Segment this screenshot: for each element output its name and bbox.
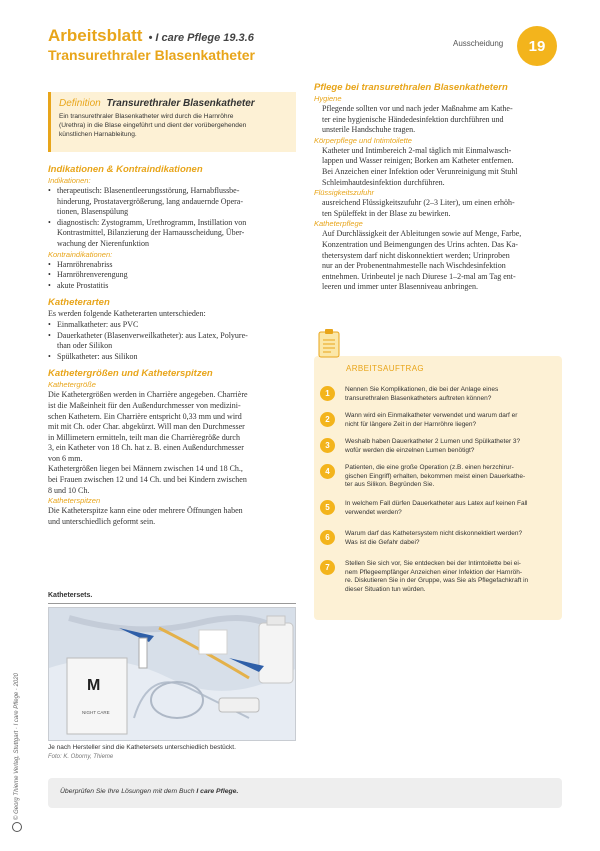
subheading-hygiene: Hygiene — [314, 94, 342, 103]
copyright-credit: © Georg Thieme Verlag, Stuttgart · I care Pflege · 2020 — [14, 673, 20, 820]
text-line: künstlichen Harnableitung. — [59, 131, 137, 138]
photo-illustration — [49, 608, 296, 741]
assignment-item — [320, 386, 556, 403]
package-label: NIGHT CARE — [82, 710, 110, 715]
number-badge: 7 — [320, 560, 335, 575]
section-heading-catheter-types: Katheterarten — [48, 297, 110, 309]
subheading-body-care: Körperpflege und Intimtoilette — [314, 135, 412, 145]
clipboard-icon — [317, 328, 341, 358]
number-badge: 1 — [320, 386, 335, 401]
number-badge: 4 — [320, 464, 335, 479]
paragraph-fluid-intake: ausreichend Flüssigkeitszufuhr (2–3 Liter), um einen erhöh- ten Spüleffekt in der Blase zu bewirken. — [322, 198, 515, 218]
catheter-types-intro: Es werden folgende Katheterarten unterschieden: — [48, 309, 206, 319]
worksheet-label: Arbeitsblatt — [48, 26, 143, 45]
catheter-types-list — [48, 320, 300, 362]
list-item: • therapeutisch: Blasenentleerungsstörung, Harnabflussbe- hinderung, Prostatavergrößerung, lang andauernde Opera- tionen, Blasenspülung — [48, 186, 300, 218]
indications-list — [48, 186, 300, 250]
contraindications-list — [48, 260, 300, 292]
section-heading-catheter-sizes: Kathetergrößen und Katheterspitzen — [48, 368, 213, 380]
page-number-badge: 19 — [517, 26, 557, 66]
number-badge: 5 — [320, 500, 335, 515]
footer-text: Überprüfen Sie Ihre Lösungen mit dem Buch — [60, 788, 195, 795]
figure-note: Je nach Hersteller sind die Kathetersets unterschiedlich bestückt. — [48, 744, 236, 751]
topic-label: Ausscheidung — [453, 39, 504, 48]
assignment-title: ARBEITSAUFTRAG — [346, 364, 425, 373]
definition-heading — [59, 98, 288, 109]
assignment-item — [320, 464, 556, 490]
list-item: • diagnostisch: Zystogramm, Urethrogramm, Instillation von Kontrastmittel, Bilanzierung der Harnausscheidung, Über- wachung der Nierenfunktion — [48, 218, 300, 250]
paragraph-catheter-care: Auf Durchlässigkeit der Ableitungen sowie auf Menge, Farbe, Konzentration und Beimengungen des Urins achten. Das Ka- thetersystem darf nicht diskonnektiert werden; Urinproben nur an der Probenentnahmestelle nach Wischdesinfektion entnehmen. Urinbeutel je nach Diurese 1–2-mal am Tag ent- leeren und immer unter Blasenniveau anbringen. — [322, 229, 522, 292]
section-heading-care: Pflege bei transurethralen Blasenkathetern — [314, 82, 508, 93]
assignment-item — [320, 438, 556, 455]
subheading-contraindications: Kontraindikationen: — [48, 249, 113, 259]
list-item: • Harnröhrenverengung — [48, 270, 300, 281]
paragraph-size-ranges: Kathetergrößen liegen bei Männern zwischen 14 und 18 Ch., bei Frauen zwischen 12 und 14 Ch. und bei Kindern zwischen 8 und 10 Ch. — [48, 464, 247, 495]
list-item: • Spülkatheter: aus Silikon — [48, 352, 300, 363]
footer-book-title: I care Pflege. — [196, 788, 239, 795]
subheading-catheter-size: Kathetergröße — [48, 380, 96, 390]
assignment-item — [320, 500, 556, 517]
assignment-text: Wann wird ein Einmalkatheter verwendet und warum darf er nicht für längere Zeit in der Harnröhre liegen? — [345, 412, 518, 428]
subheading-fluid-intake: Flüssigkeitszufuhr — [314, 188, 375, 198]
right-column — [314, 82, 564, 293]
assignment-item — [320, 412, 556, 429]
paragraph-hygiene: Pflegende sollten vor und nach jeder Maßnahme am Kathe- ter eine hygienische Händedesinfektion durchführen und unsterile Handschuhe tragen. — [322, 104, 513, 135]
number-badge: 6 — [320, 530, 335, 545]
package-letter: M — [87, 677, 101, 694]
number-badge: 3 — [320, 438, 335, 453]
list-item: • Harnröhrenabriss — [48, 260, 300, 271]
assignment-text: Nennen Sie Komplikationen, die bei der Anlage eines transurethralen Blasenkatheters auftreten können? — [345, 386, 499, 402]
assignment-item — [320, 560, 556, 594]
text-line: Ein transurethraler Blasenkatheter wird durch die Harnröhre — [59, 113, 234, 120]
definition-box — [48, 92, 296, 152]
text-line: (Urethra) in die Blase eingeführt und dient der vorübergehenden — [59, 122, 247, 129]
definition-text — [59, 112, 288, 139]
assignment-item — [320, 530, 556, 547]
assignment-text: Warum darf das Kathetersystem nicht diskonnektiert werden? Was ist die Gefahr dabei? — [345, 530, 523, 546]
definition-title: Transurethraler Blasenkatheter — [106, 98, 255, 109]
assignment-text: Patienten, die eine große Operation (z.B. einen herzchirur- gischen Eingriff) erhalten, bekommen meist einen Dauerkathe- ter aus Silikon. Begründen Sie. — [345, 464, 526, 489]
subheading-catheter-tips: Katheterspitzen — [48, 496, 101, 506]
publisher-logo-icon — [12, 822, 22, 832]
assignment-text: Weshalb haben Dauerkatheter 2 Lumen und Spülkatheter 3? wofür werden die einzelnen Lumen benötigt? — [345, 438, 521, 454]
paragraph-charriere: Die Kathetergrößen werden in Charrière angegeben. Charrière ist die Maßeinheit für den Außendurchmesser von medizini- schen Kathetern. Ein Charrière entspricht 0,33 mm und wird mit mit Ch. oder Char. abgekürzt. Will man den Durchmesser in Millimetern ermitteln, teilt man die Charrièregröße durch 3, ein Katheter von 18 Ch. hat z. B. einen Außendurchmesser von 6 mm. — [48, 390, 248, 463]
section-heading-indications: Indikationen & Kontraindikationen — [48, 164, 203, 175]
catheter-set-photo — [48, 607, 296, 741]
definition-label: Definition — [59, 98, 101, 109]
assignment-text: In welchem Fall dürfen Dauerkatheter aus Latex auf keinen Fall verwendet werden? — [345, 500, 528, 516]
paragraph-catheter-tips: Die Katheterspitze kann eine oder mehrere Öffnungen haben und unterschiedlich geformt sein. — [48, 506, 243, 526]
list-item: • Einmalkatheter: aus PVC — [48, 320, 300, 331]
subheading-catheter-care: Katheterpflege — [314, 219, 363, 229]
source-reference: • I care Pflege 19.3.6 — [148, 32, 254, 44]
subheading-indications: Indikationen: — [48, 176, 91, 185]
list-item: • Dauerkatheter (Blasenverweilkatheter): aus Latex, Polyure- than oder Silikon — [48, 331, 300, 352]
worksheet-title — [48, 26, 254, 46]
photo-credit: Foto: K. Oborny, Thieme — [48, 754, 114, 760]
footer-note — [48, 778, 562, 808]
list-item: • akute Prostatitis — [48, 281, 300, 292]
paragraph-body-care: Katheter und Intimbereich 2-mal täglich mit Einmalwasch- lappen und Wasser reinigen; Borken am Katheter entfernen. Bei Anzeichen einer Infektion oder Verunreinigung mit Stuhl Schleimhautdesinfektion durchführen. — [322, 145, 518, 187]
page-title: Transurethraler Blasenkatheter — [48, 47, 255, 63]
assignment-text: Stellen Sie sich vor, Sie entdecken bei der Intimtoilette bei ei- nem Pflegeempfänger Anzeichen einer Infektion der Harnröh- re. Diskutieren Sie in der Gruppe, was Sie als Pflegefachkraft in dieser Situation tun würden. — [345, 560, 529, 593]
divider — [48, 603, 296, 604]
left-column — [48, 164, 300, 527]
number-badge: 2 — [320, 412, 335, 427]
figure-caption: Kathetersets. — [48, 592, 93, 599]
